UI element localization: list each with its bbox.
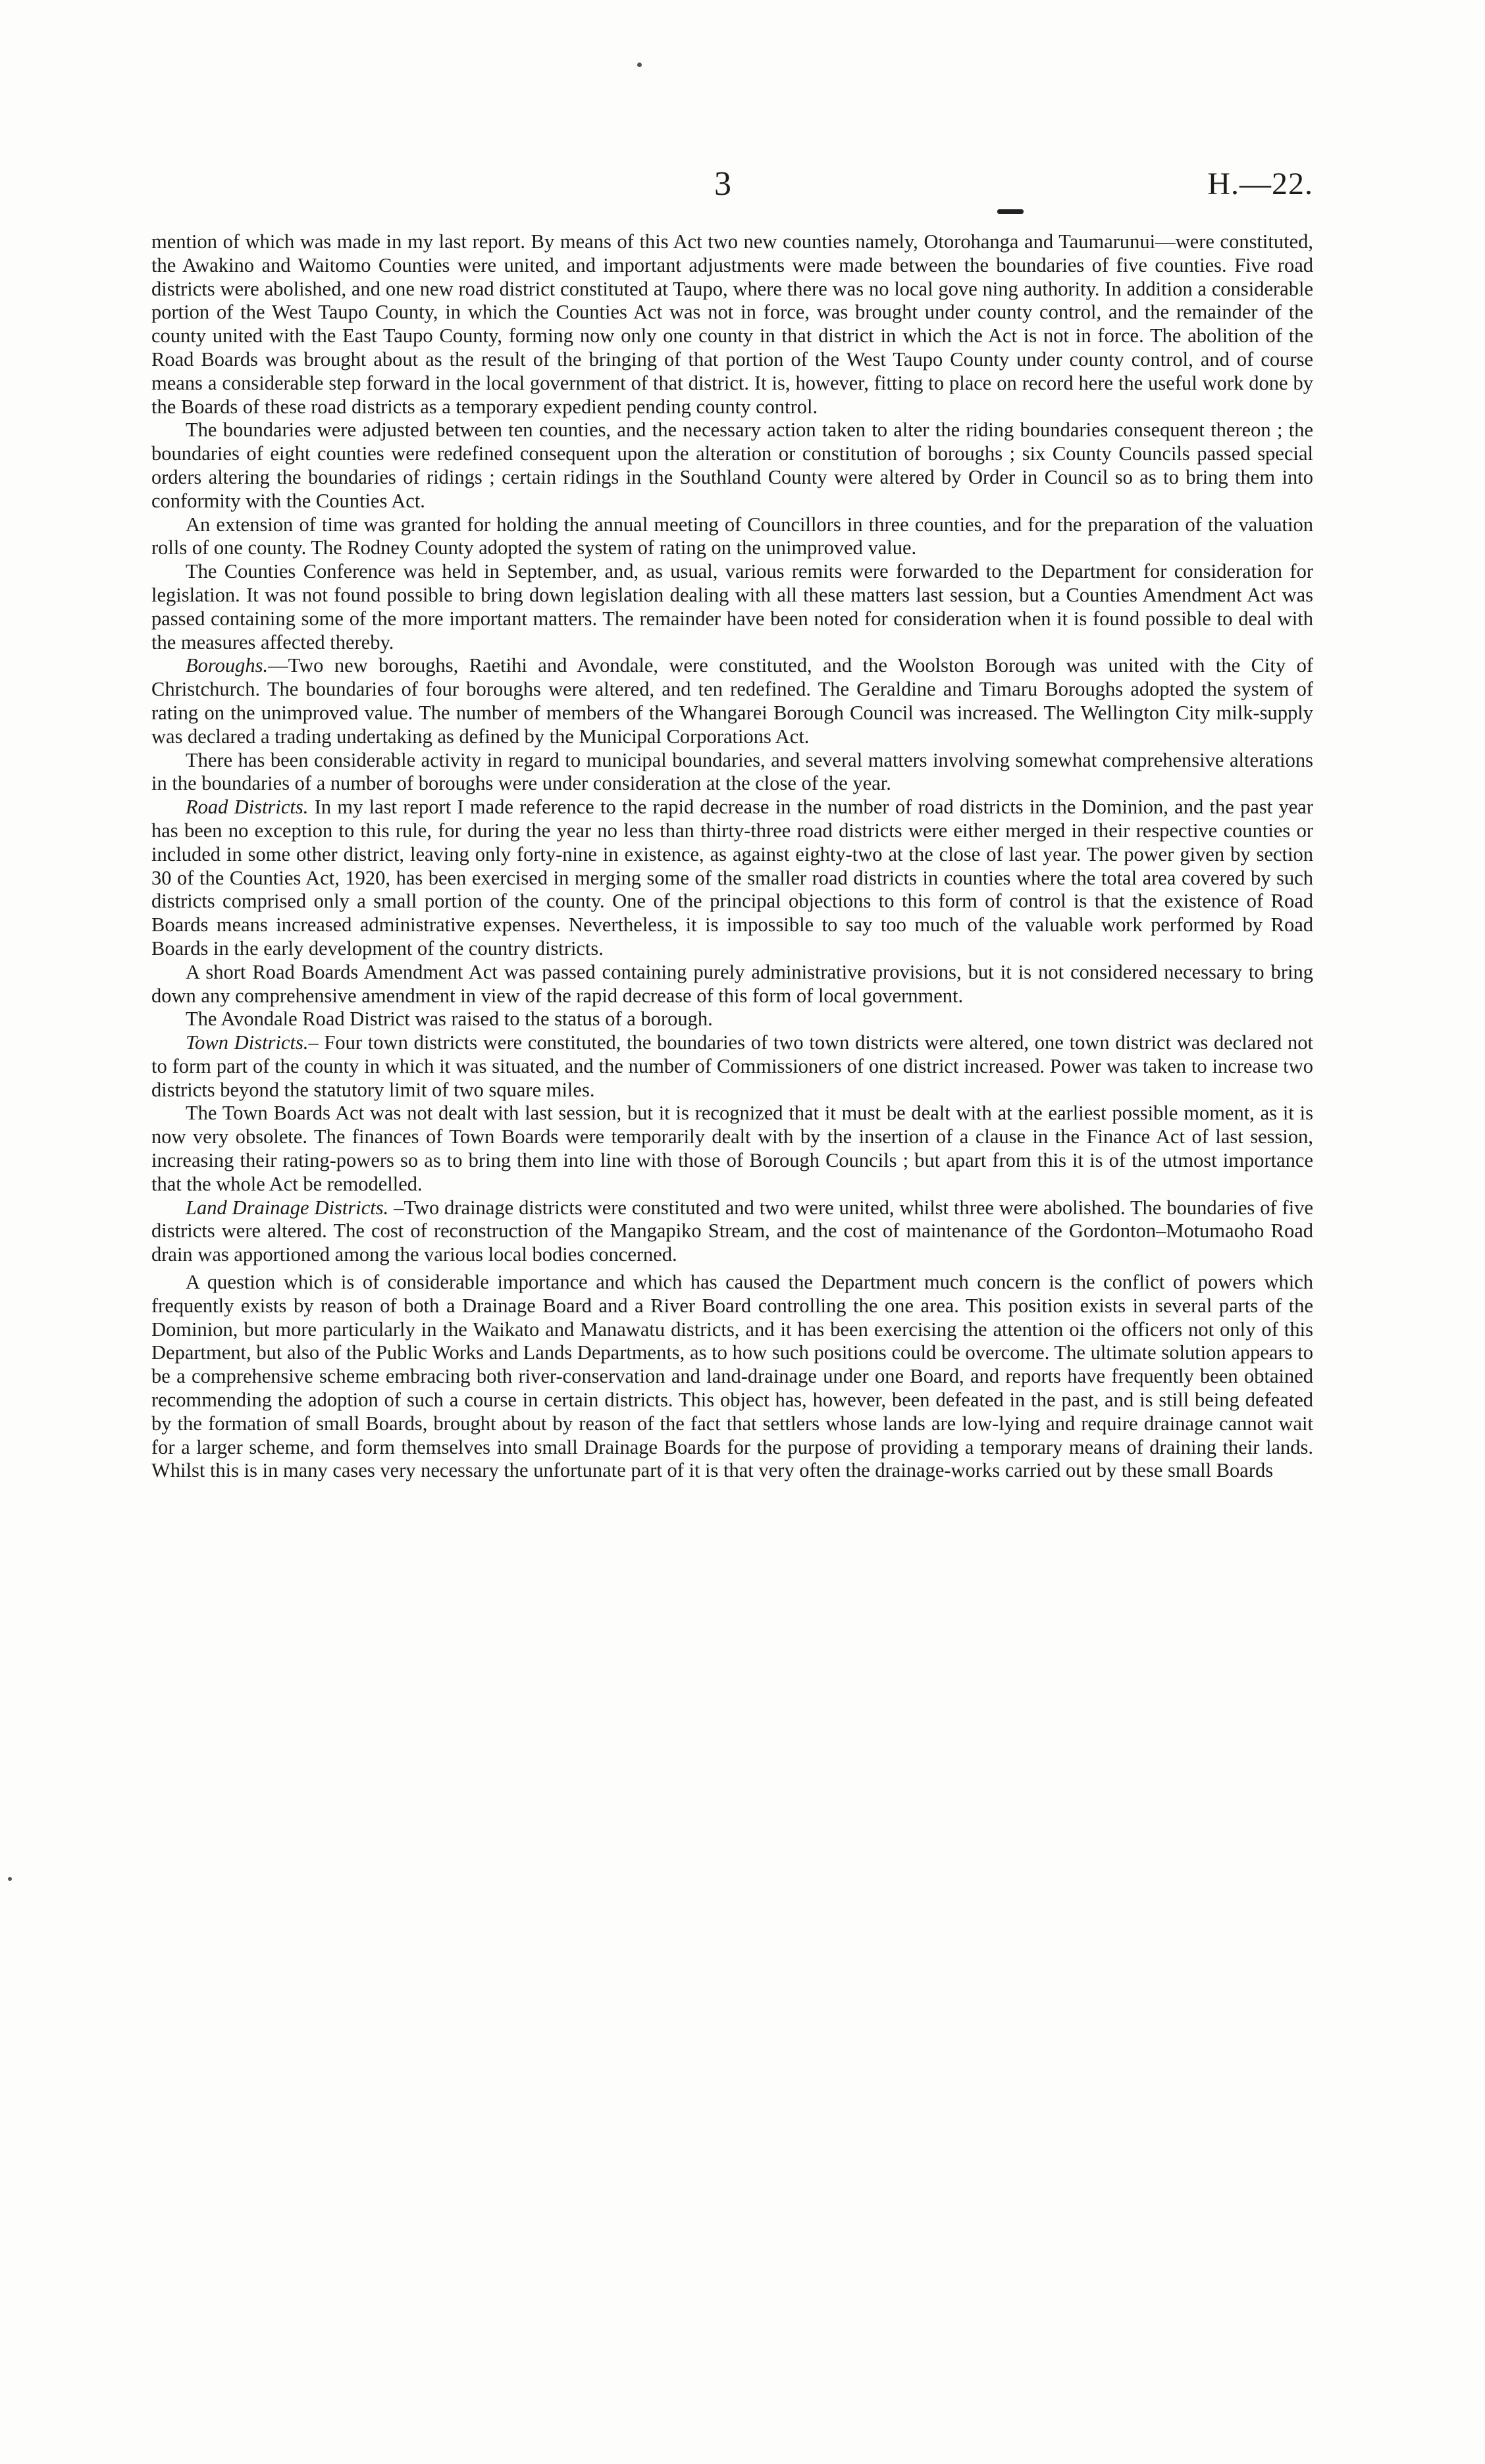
scan-speck: [8, 1877, 12, 1881]
paragraph-avondale: The Avondale Road District was raised to the status of a borough.: [186, 1008, 713, 1031]
document-reference: H.—22.: [1207, 167, 1313, 201]
paragraph-land-drainage: Land Drainage Districts. –Two drainage districts were constituted and two were united, whilst three were abolished. The boundaries of five districts were altered. The cost of reconstruction of the Mangapiko Stream, and the cost of maintenance of the Gordonton–Motumaoho Road drain was apportioned among the various local bodies concerned.: [151, 1196, 1313, 1266]
scan-dash: [997, 209, 1024, 214]
paragraph-town-boards-act: The Town Boards Act was not dealt with last session, but it is recognized that it must be dealt with at the earliest possible moment, as it is now very obsolete. The finances of Town Boards were temporarily dealt with by the insertion of a clause in the Finance Act of last session, increasing their rating-powers so as to bring them into line with those of Borough Councils ; but apart from this it is of the utmost importance that the whole Act be remodelled.: [151, 1102, 1313, 1195]
paragraph-road-districts: Road Districts. In my last report I made reference to the rapid decrease in the number of road districts in the Dominion, and the past year has been no exception to this rule, for during the year no less than thirty-three road districts were either merged in their respective counties or included in some other district, leaving only forty-nine in existence, as against eighty-two at the close of last year. The power given by section 30 of the Counties Act, 1920, has been exercised in merging some of the smaller road districts in counties where the total area covered by such districts comprised only a small portion of the county. One of the principal objections to this form of control is that the existence of Road Boards means increased administrative expenses. Nevertheless, it is impossible to say too much of the valuable work performed by Road Boards in the early development of the country districts.: [151, 796, 1314, 960]
paragraph-town-districts: Town Districts.– Four town districts were constituted, the boundaries of two town districts were altered, one town district was declared not to form part of the county in which it was situated, and the number of Commissioners of one district increased. Power was taken to increase two districts beyond the statutory limit of two square miles.: [151, 1031, 1313, 1101]
page-header: [151, 165, 1313, 217]
scan-speck: [637, 63, 642, 67]
page-number: 3: [714, 165, 731, 203]
paragraph-conference: The Counties Conference was held in September, and, as usual, various remits were forwarded to the Department for consideration for legislation. It was not found possible to bring down legislation dealing with all these matters last session, but a Counties Amendment Act was passed containing some of the more important matters. The remainder have been noted for consideration when it is found possible to deal with the measures affected thereby.: [151, 560, 1313, 654]
paragraph-boroughs: Boroughs.—Two new boroughs, Raetihi and Avondale, were constituted, and the Woolston Borough was united with the City of Christchurch. The boundaries of four boroughs were altered, and ten redefined. The Geraldine and Timaru Boroughs adopted the system of rating on the unimproved value. The number of members of the Whangarei Borough Council was increased. The Wellington City milk-supply was declared a trading undertaking as defined by the Municipal Corporations Act.: [151, 654, 1313, 748]
body-text: [151, 230, 1313, 1483]
paragraph-continuation: mention of which was made in my last report. By means of this Act two new counties namely, Otorohanga and Taumarunui—were constituted, the Awakino and Waitomo Counties were united, and important adjustments were made between the boundaries of five counties. Five road districts were abolished, and one new road district constituted at Taupo, where there was no local gove ning authority. In addition a considerable portion of the West Taupo County, in which the Counties Act was not in force, was brought under county control, and the remainder of the county united with the East Taupo County, forming now only one county in that district in which the Act is not in force. The abolition of the Road Boards was brought about as the result of the bringing of that portion of the West Taupo County under county control, and of course means a considerable step forward in the local government of that district. It is, however, fitting to place on record here the useful work done by the Boards of these road districts as a temporary expedient pending county control.: [151, 230, 1313, 418]
section-heading-town-districts: Town Districts.: [186, 1031, 309, 1054]
paragraph-extension: An extension of time was granted for holding the annual meeting of Councillors in three counties, and for the preparation of the valuation rolls of one county. The Rodney County adopted the system of rating on the unimproved value.: [151, 513, 1313, 559]
paragraph-road-boards-act: A short Road Boards Amendment Act was passed containing purely administrative provisions, but it is not considered necessary to bring down any comprehensive amendment in view of the rapid decrease of this form of local government.: [151, 960, 1313, 1007]
section-heading-road-districts: Road Districts.: [186, 796, 309, 819]
paragraph-conflict-of-powers: A question which is of considerable importance and which has caused the Department much concern is the conflict of powers which frequently exists by reason of both a Drainage Board and a River Board controlling the one area. This position exists in several parts of the Dominion, but more particularly in the Waikato and Manawatu districts, and it has been exercising the attention oi the officers not only of this Department, but also of the Public Works and Lands Departments, as to how such positions could be overcome. The ultimate solution appears to be a comprehensive scheme embracing both river-conservation and land-drainage under one Board, and reports have frequently been obtained recommending the adoption of such a course in certain districts. This object has, however, been defeated in the past, and is still being defeated by the formation of small Boards, brought about by reason of the fact that settlers whose lands are low-lying and require drainage cannot wait for a larger scheme, and form themselves into small Drainage Boards for the purpose of providing a temporary means of draining their lands. Whilst this is in many cases very necessary the unfortunate part of it is that very often the drainage-works carried out by these small Boards: [151, 1271, 1313, 1482]
paragraph-boundaries: The boundaries were adjusted between ten counties, and the necessary action taken to alter the riding boundaries consequent thereon ; the boundaries of eight counties were redefined consequent upon the alteration or constitution of boroughs ; six County Councils passed special orders altering the boundaries of ridings ; certain ridings in the Southland County were altered by Order in Council so as to bring them into conformity with the Counties Act.: [151, 419, 1313, 512]
section-heading-land-drainage: Land Drainage Districts.: [186, 1196, 389, 1219]
paragraph-municipal-boundaries: There has been considerable activity in regard to municipal boundaries, and several matters involving somewhat comprehensive alterations in the boundaries of a number of boroughs were under consideration at the close of the year.: [151, 748, 1313, 795]
section-heading-boroughs: Boroughs.: [186, 654, 269, 677]
